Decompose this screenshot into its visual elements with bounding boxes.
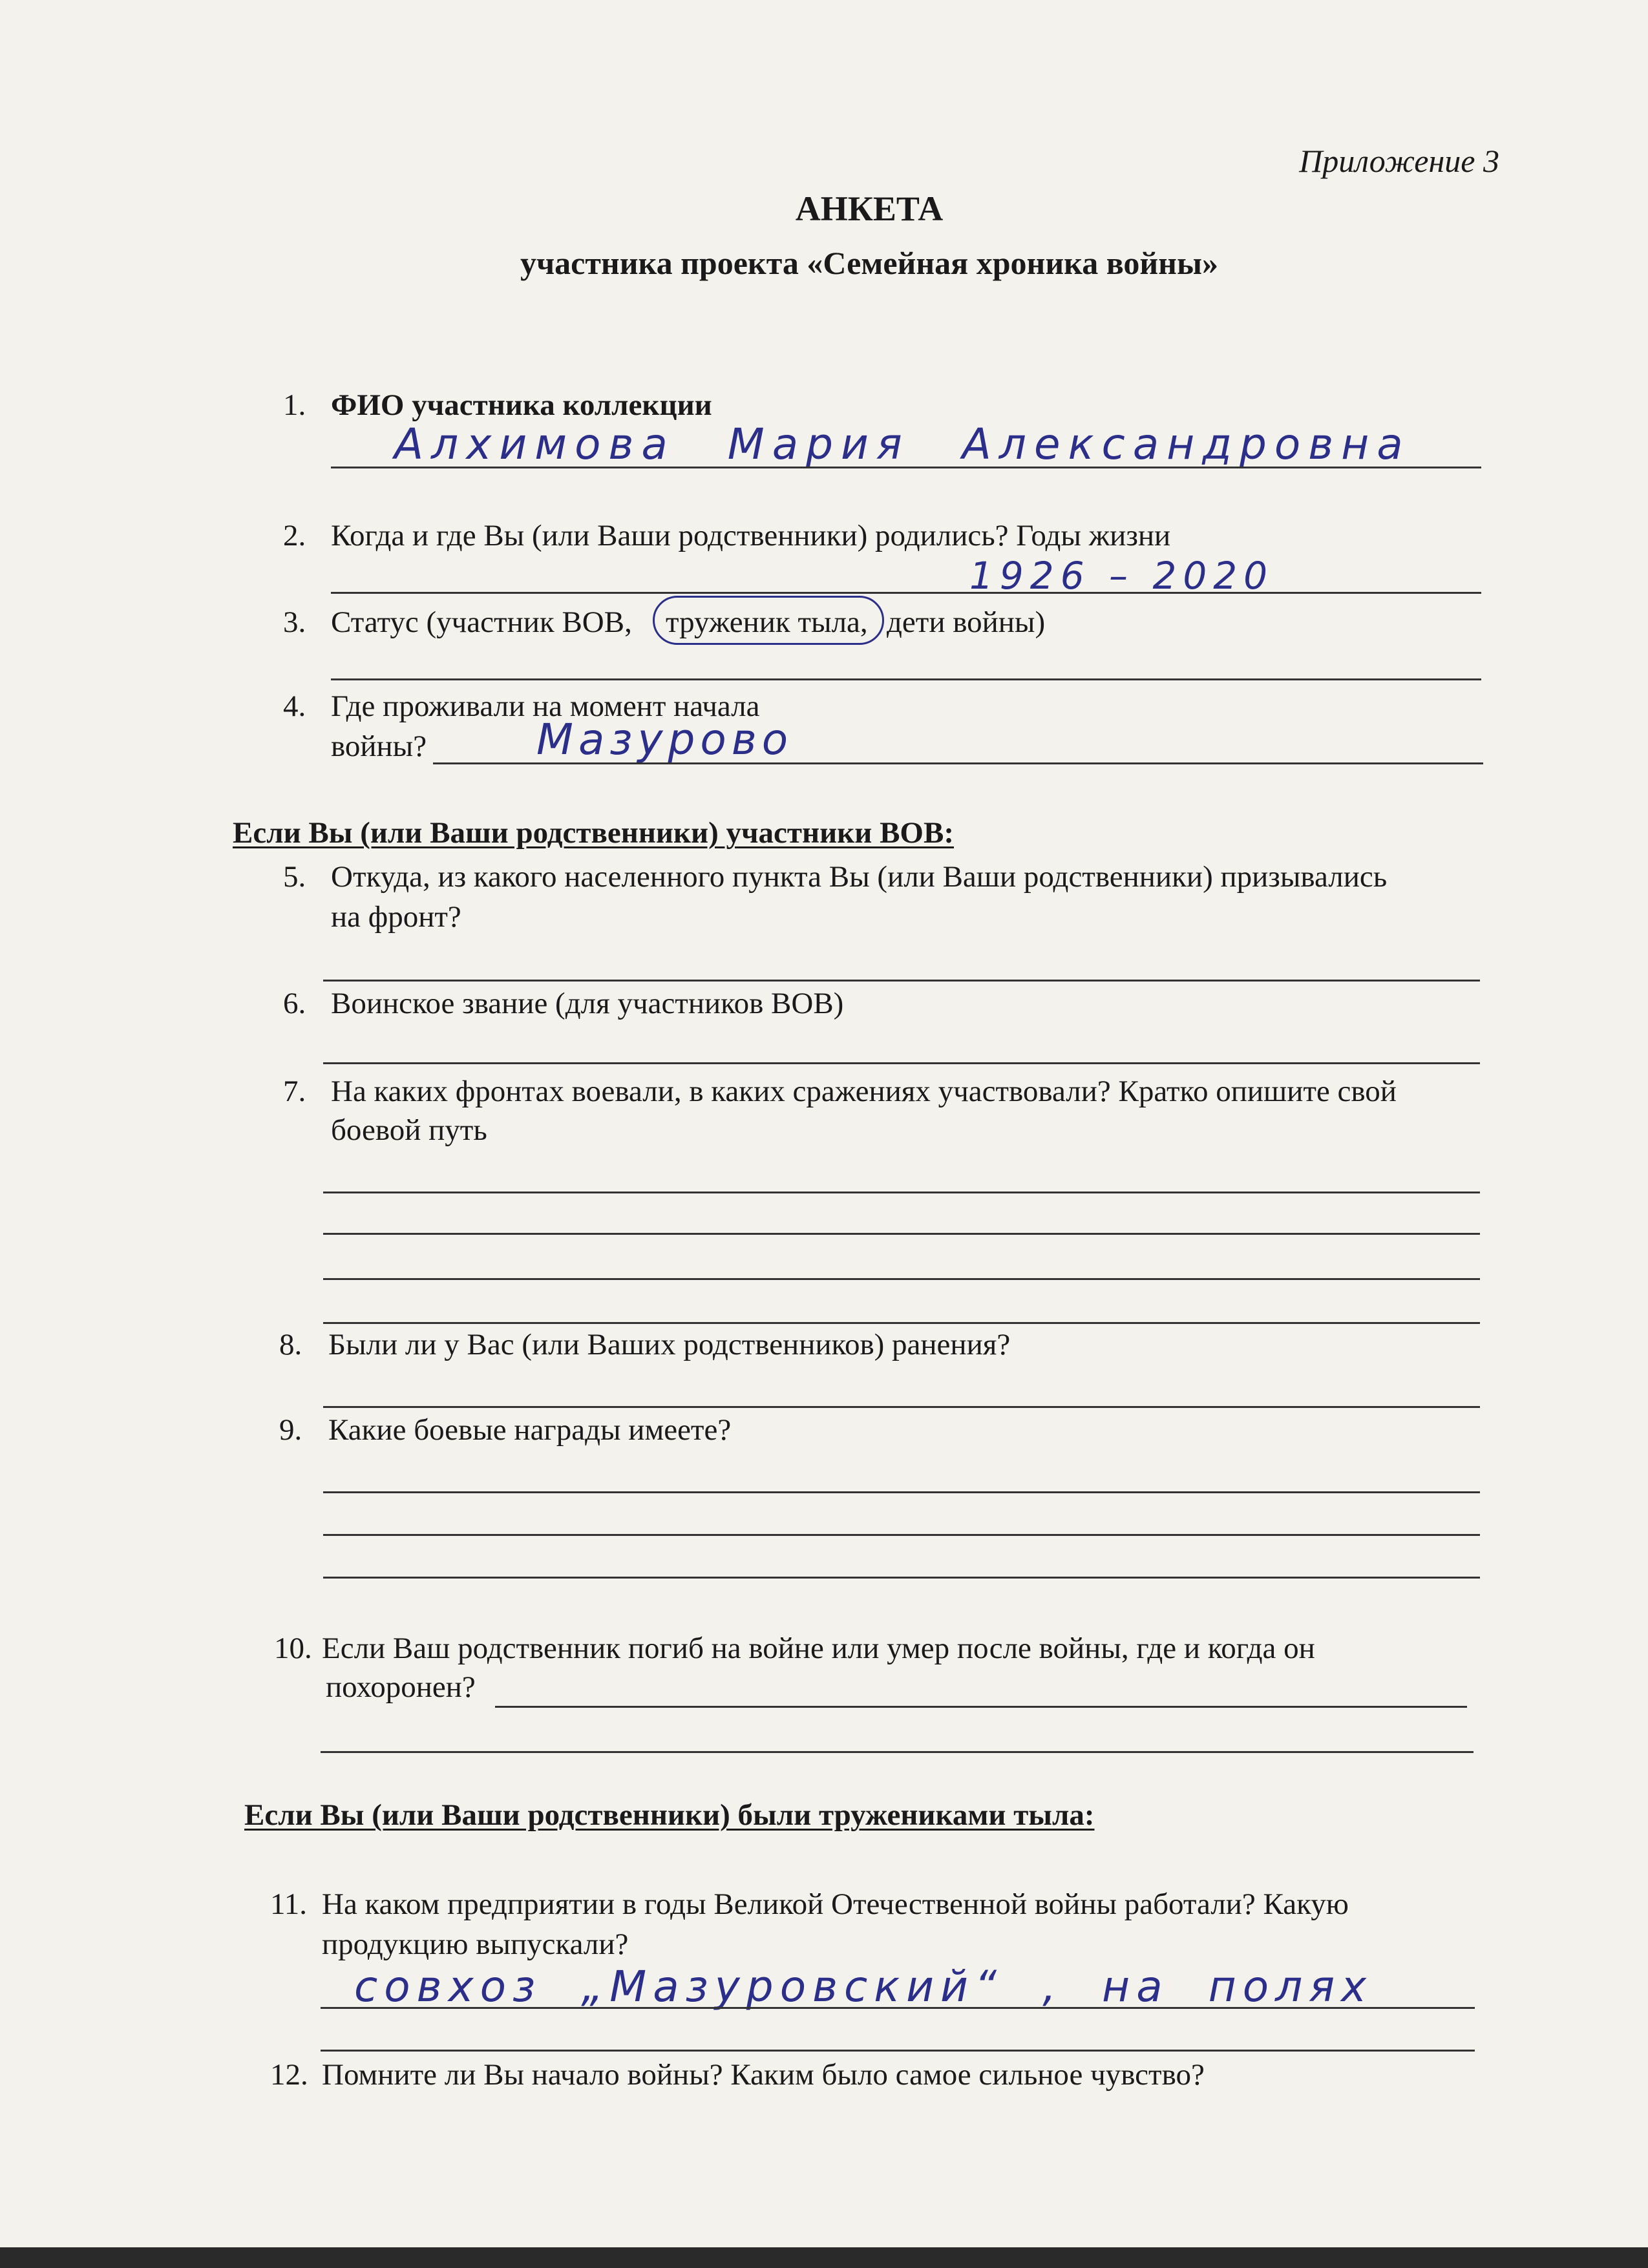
q8-number: 8.	[279, 1328, 302, 1361]
q7-number: 7.	[283, 1075, 306, 1108]
q11-answer: совхоз „Мазуровский“ , на полях	[354, 1962, 1373, 2011]
q7-answer-line-4	[323, 1322, 1480, 1324]
section-heading-home-front: Если Вы (или Ваши родственники) были тружениками тыла:	[244, 1798, 1095, 1832]
q3-selected-option: труженик тыла,	[666, 605, 868, 639]
q7-label-line2: боевой путь	[331, 1113, 487, 1147]
q1-number: 1.	[283, 388, 306, 422]
q12-number: 12.	[270, 2058, 308, 2092]
q5-answer-line	[323, 980, 1480, 982]
q10-answer-line-1	[495, 1706, 1467, 1708]
q5-label-line2: на фронт?	[331, 900, 461, 934]
q8-label: Были ли у Вас (или Ваших родственников) ранения?	[328, 1328, 1011, 1361]
q2-label: Когда и где Вы (или Ваши родственники) родились? Годы жизни	[331, 519, 1171, 552]
q3-label-start: Статус (участник ВОВ,	[331, 605, 632, 639]
q10-label-line1: Если Ваш родственник погиб на войне или умер после войны, где и когда он	[322, 1632, 1315, 1665]
q4-label-line1: Где проживали на момент начала	[331, 689, 760, 723]
scan-edge-band	[0, 2247, 1648, 2268]
q2-answer-line	[331, 592, 1481, 594]
q9-answer-line-3	[323, 1577, 1480, 1579]
q3-answer-line	[331, 678, 1481, 680]
q5-label-line1: Откуда, из какого населенного пункта Вы (или Ваши родственники) призывались	[331, 860, 1388, 894]
q11-answer-line-1	[321, 2007, 1475, 2009]
q2-number: 2.	[283, 519, 306, 552]
q10-label-line2: похоронен?	[326, 1670, 476, 1704]
q12-label: Помните ли Вы начало войны? Каким было самое сильное чувство?	[322, 2058, 1205, 2092]
q3-label-end: дети войны)	[887, 605, 1046, 639]
q4-answer: Мазурово	[536, 715, 794, 764]
appendix-label: Приложение 3	[1299, 143, 1499, 179]
q11-number: 11.	[270, 1887, 308, 1921]
form-title: АНКЕТА	[795, 189, 944, 228]
q1-answer: Алхимова Мария Александровна	[394, 419, 1411, 469]
q6-number: 6.	[283, 987, 306, 1020]
q9-label: Какие боевые награды имеете?	[328, 1413, 732, 1447]
q8-answer-line	[323, 1406, 1480, 1408]
q9-answer-line-2	[323, 1534, 1480, 1536]
q1-label: ФИО участника коллекции	[331, 388, 712, 422]
section-heading-vov: Если Вы (или Ваши родственники) участники ВОВ:	[233, 816, 954, 850]
q9-number: 9.	[279, 1413, 302, 1447]
q4-label-line2: войны?	[331, 730, 427, 763]
q7-answer-line-3	[323, 1278, 1480, 1280]
q7-answer-line-1	[323, 1192, 1480, 1193]
q6-label: Воинское звание (для участников ВОВ)	[331, 987, 844, 1020]
q2-answer: 1926 – 2020	[969, 554, 1274, 598]
q10-answer-line-2	[321, 1751, 1474, 1753]
q11-label-line2: продукцию выпускали?	[322, 1927, 629, 1961]
q11-label-line1: На каком предприятии в годы Великой Отечественной войны работали? Какую	[322, 1887, 1349, 1921]
q10-number: 10.	[274, 1632, 312, 1665]
q1-answer-line	[331, 467, 1481, 468]
q11-answer-line-2	[321, 2050, 1475, 2052]
q4-number: 4.	[283, 689, 306, 723]
q5-number: 5.	[283, 860, 306, 894]
q7-label-line1: На каких фронтах воевали, в каких сражениях участвовали? Кратко опишите свой	[331, 1075, 1397, 1108]
q3-number: 3.	[283, 605, 306, 639]
q9-answer-line-1	[323, 1491, 1480, 1493]
q7-answer-line-2	[323, 1233, 1480, 1235]
q6-answer-line	[323, 1062, 1480, 1064]
form-subtitle: участника проекта «Семейная хроника войны»	[520, 245, 1219, 281]
q4-answer-line	[433, 762, 1483, 764]
